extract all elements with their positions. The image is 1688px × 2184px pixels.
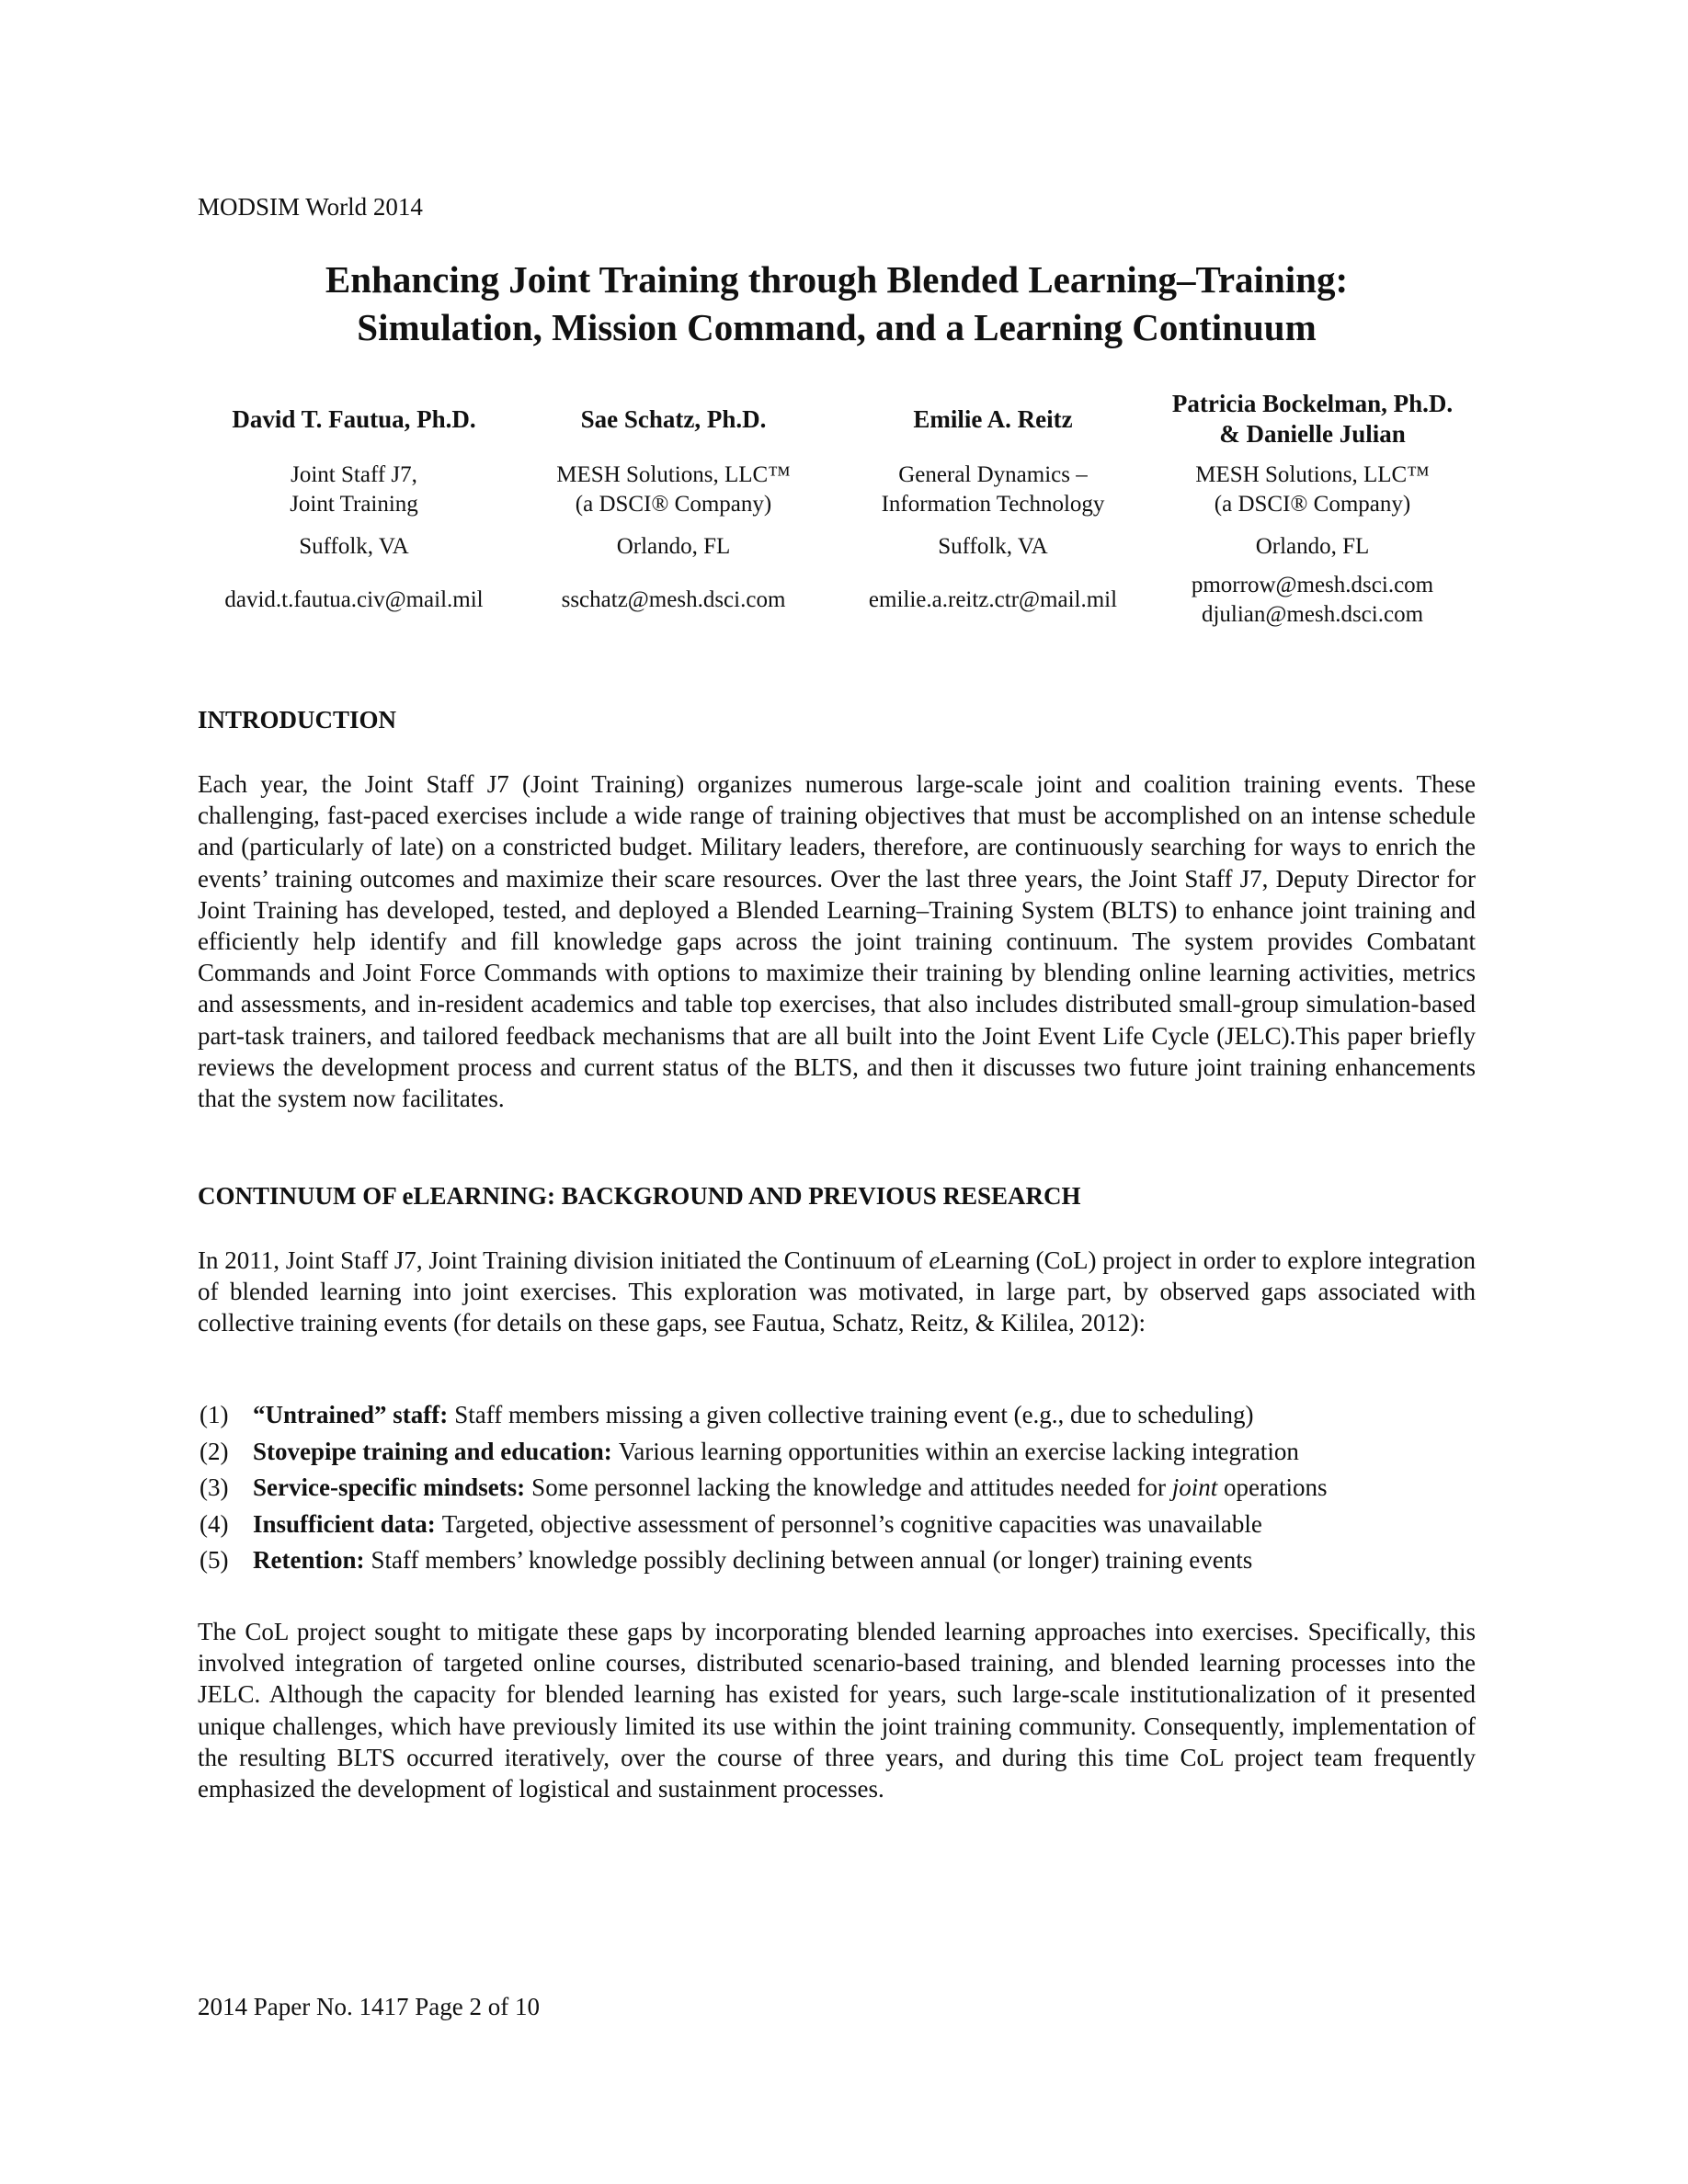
introduction-paragraph: Each year, the Joint Staff J7 (Joint Training) organizes numerous large-scale joint and coalition training events. These challenging, fast-paced exercises include a wide range of training objectives that must be accomplished on an intense schedule and (particularly of late) on a constricted budget. Military leaders, therefore, are continuously searching for ways to enrich the events’ training outcomes and maximize their scare resources. Over the last three years, the Joint Staff J7, Deputy Director for Joint Training has developed, tested, and deployed a Blended Learning–Training System (BLTS) to enhance joint training and efficiently help identify and fill knowledge gaps across the joint training continuum. The system provides Combatant Commands and Joint Force Commands with options to maximize their training by blending online learning activities, metrics and assessments, and in-resident academics and table top exercises, that also includes distributed small-group simulation-based part-task trainers, and tailored feedback mechanisms that are all built into the Joint Event Life Cycle (JELC).This paper briefly reviews the development process and current status of the BLTS, and then it discusses two future joint training enhancements that the system now facilitates. [198, 770, 1476, 1113]
conference-header: MODSIM World 2014 [198, 193, 423, 221]
author-affiliation: MESH Solutions, LLC™ (a DSCI® Company) [556, 462, 791, 517]
author-location: Orlando, FL [616, 534, 731, 559]
author-name: Emilie A. Reitz [913, 404, 1073, 433]
gaps-list [198, 1397, 1476, 1579]
title-line-2: Simulation, Mission Command, and a Learning Continuum [357, 306, 1317, 348]
author-email: david.t.fautua.civ@mail.mil [224, 587, 484, 612]
author-names-row [198, 386, 1476, 452]
author-location: Orlando, FL [1255, 534, 1370, 559]
author-email: pmorrow@mesh.dsci.com djulian@mesh.dsci.com [1191, 573, 1434, 627]
author-email: emilie.a.reitz.ctr@mail.mil [868, 587, 1118, 612]
author-email: sschatz@mesh.dsci.com [561, 587, 786, 612]
author-affiliation: General Dynamics – Information Technology [881, 462, 1105, 517]
author-name: Patricia Bockelman, Ph.D. & Danielle Julian [1171, 390, 1454, 448]
page-footer: 2014 Paper No. 1417 Page 2 of 10 [198, 1993, 540, 2020]
section-heading-introduction: INTRODUCTION [198, 706, 397, 734]
list-item: (3) Service-specific mindsets: Some personnel lacking the knowledge and attitudes needed for joint operations [200, 1473, 1328, 1502]
list-item: (2) Stovepipe training and education: Various learning opportunities within an exercise lacking integration [200, 1437, 1299, 1465]
list-item: (5) Retention: Staff members’ knowledge possibly declining between annual (or longer) training events [200, 1546, 1253, 1575]
list-item: (1) “Untrained” staff: Staff members missing a given collective training event (e.g., due to scheduling) [200, 1401, 1254, 1428]
author-locations-row [198, 529, 1476, 564]
section-heading-continuum: CONTINUUM OF eLEARNING: BACKGROUND AND PREVIOUS RESEARCH [198, 1182, 1081, 1210]
author-affiliations-row [198, 460, 1476, 520]
list-item: (4) Insufficient data: Targeted, objective assessment of personnel’s cognitive capacities was unavailable [200, 1509, 1262, 1538]
paper-title [198, 256, 1476, 351]
author-location: Suffolk, VA [299, 534, 409, 559]
author-location: Suffolk, VA [938, 534, 1048, 559]
author-affiliation: MESH Solutions, LLC™ (a DSCI® Company) [1195, 462, 1430, 517]
author-emails-row [198, 570, 1476, 631]
author-affiliation: Joint Staff J7, Joint Training [290, 462, 418, 517]
continuum-paragraph-2: The CoL project sought to mitigate these gaps by incorporating blended learning approaches into exercises. Specifically, this involved integration of targeted online courses, distributed scenario-based training, and blended learning processes into the JELC. Although the capacity for blended learning has existed for years, such large-scale institutionalization of it presented unique challenges, which have previously limited its use within the joint training community. Consequently, implementation of the resulting BLTS occurred iteratively, over the course of three years, and during this time CoL project team frequently emphasized the development of logistical and sustainment processes. [198, 1618, 1476, 1803]
title-line-1: Enhancing Joint Training through Blended Learning–Training: [325, 258, 1349, 301]
continuum-paragraph-1: In 2011, Joint Staff J7, Joint Training division initiated the Continuum of eLearning (CoL) project in order to explore integration of blended learning into joint exercises. This exploration was motivated, in large part, by observed gaps associated with collective training events (for details on these gaps, see Fautua, Schatz, Reitz, & Kililea, 2012): [198, 1246, 1477, 1337]
author-name: David T. Fautua, Ph.D. [232, 404, 476, 433]
author-block [198, 386, 1476, 631]
author-name: Sae Schatz, Ph.D. [580, 404, 767, 433]
